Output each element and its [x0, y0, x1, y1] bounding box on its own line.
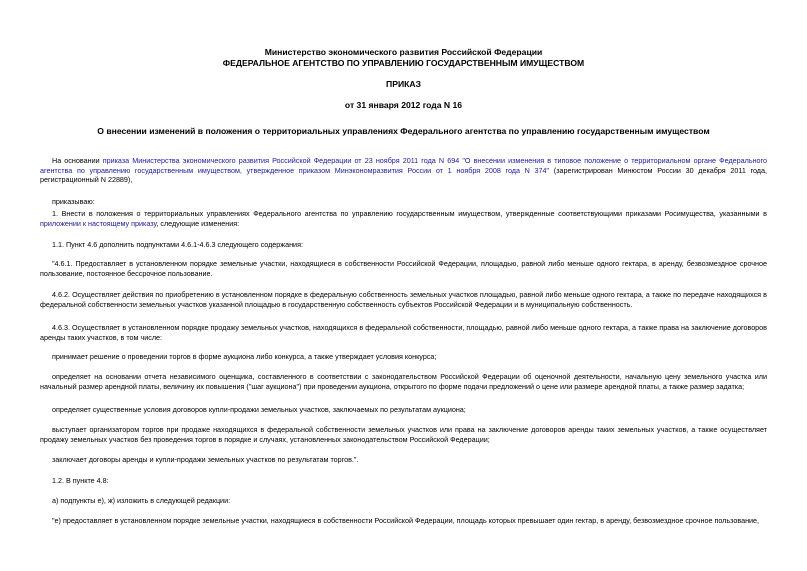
document-date: от 31 января 2012 года N 16 — [344, 100, 463, 110]
intro-text-post: (зарегистрирован Минюстом России 30 декабря 2011 года, регистрационный N 22889), — [40, 165, 767, 185]
ministry-name: Министерство экономического развития Российской Федерации — [264, 47, 543, 57]
intro-order-link[interactable]: приказа Министерства экономического развития Российской Федерации от 23 ноября 2011 года N 694 "О внесении изменения в типовое положение о территориальном органе Федерального агентства по управлению государственным имуществом, утвержденное приказом Минэкономразвития России от 1 ноября 2008 года N 374" — [40, 156, 767, 175]
appendix-link[interactable]: приложении к настоящему приказу — [40, 218, 157, 228]
intro-paragraph — [40, 156, 767, 185]
subitem-4: выступает организатором торгов при продаже находящихся в федеральной собственности земельных участков или права на заключение договоров аренды таких земельных участков, а также осуществляет продажу земельных участков без проведения торгов в порядке и случаях, установленных законодательством Российской Федерации; — [40, 425, 767, 444]
subitem-3: определяет существенные условия договоров купли-продажи земельных участков, заключаемых по результатам аукциона; — [52, 405, 466, 414]
subitem-1: принимает решение о проведении торгов в форме аукциона либо конкурса, а также утверждает условия конкурса; — [52, 352, 437, 361]
document-type: ПРИКАЗ — [386, 79, 421, 89]
intro-text-pre: На основании — [52, 156, 103, 165]
document-title: О внесении изменений в положения о территориальных управлениях Федерального агентства по управлению государственным имуществом — [97, 126, 710, 136]
paragraph-1 — [40, 209, 767, 228]
order-word: приказываю: — [52, 197, 95, 206]
agency-name: ФЕДЕРАЛЬНОЕ АГЕНТСТВО ПО УПРАВЛЕНИЮ ГОСУДАРСТВЕННЫМ ИМУЩЕСТВОМ — [222, 58, 585, 68]
paragraph-1-2-e: "е) предоставляет в установленном порядке земельные участки, находящиеся в собственности Российской Федерации, площадь которых превышает один гектар, в аренду, безвозмездное срочное пользование, — [52, 516, 760, 525]
subitem-2: определяет на основании отчета независимого оценщика, составленного в соответствии с законодательством Российской Федерации об оценочной деятельности, начальную цену земельного участка или начальный размер арендной платы, величину их повышения ("шаг аукциона") при проведении аукциона, открытого по форме подачи предложений о цене или размере арендной платы, а также размер задатка; — [40, 372, 767, 391]
paragraph-1-2: 1.2. В пункте 4.8: — [52, 476, 109, 485]
paragraph-1-1: 1.1. Пункт 4.6 дополнить подпунктами 4.6.1-4.6.3 следующего содержания: — [52, 240, 303, 249]
paragraph-4-6-3: 4.6.3. Осуществляет в установленном порядке продажу земельных участков, находящихся в федеральной собственности, площадью, равной либо меньше одного гектара, а также права на заключение договоров аренды таких участков, в том числе: — [40, 323, 767, 342]
paragraph-1-pre: 1. Внести в положения о территориальных управлениях Федерального агентства по управлению государственным имуществом, утвержденные соответствующими приказами Росимущества, указанными в — [52, 209, 767, 218]
paragraph-1-2-a: а) подпункты е), ж) изложить в следующей редакции: — [52, 496, 231, 505]
paragraph-4-6-2: 4.6.2. Осуществляет действия по приобретению в установленном порядке в федеральную собственность земельных участков площадью, равной либо меньше одного гектара, а также по передаче находящихся в федеральной собственности земельных участков указанной площадью в государственную собственность субъектов Российской Федерации и в муниципальную собственность. — [40, 290, 767, 309]
paragraph-4-6-1: "4.6.1. Предоставляет в установленном порядке земельные участки, находящиеся в собственности Российской Федерации, площадью, равной либо меньше одного гектара, в аренду, безвозмездное срочное пользование, постоянное бессрочное пользование. — [40, 259, 767, 278]
paragraph-1-post: , следующие изменения: — [156, 218, 240, 228]
subitem-5: заключает договоры аренды и купли-продажи земельных участков по результатам торгов.". — [52, 455, 359, 464]
